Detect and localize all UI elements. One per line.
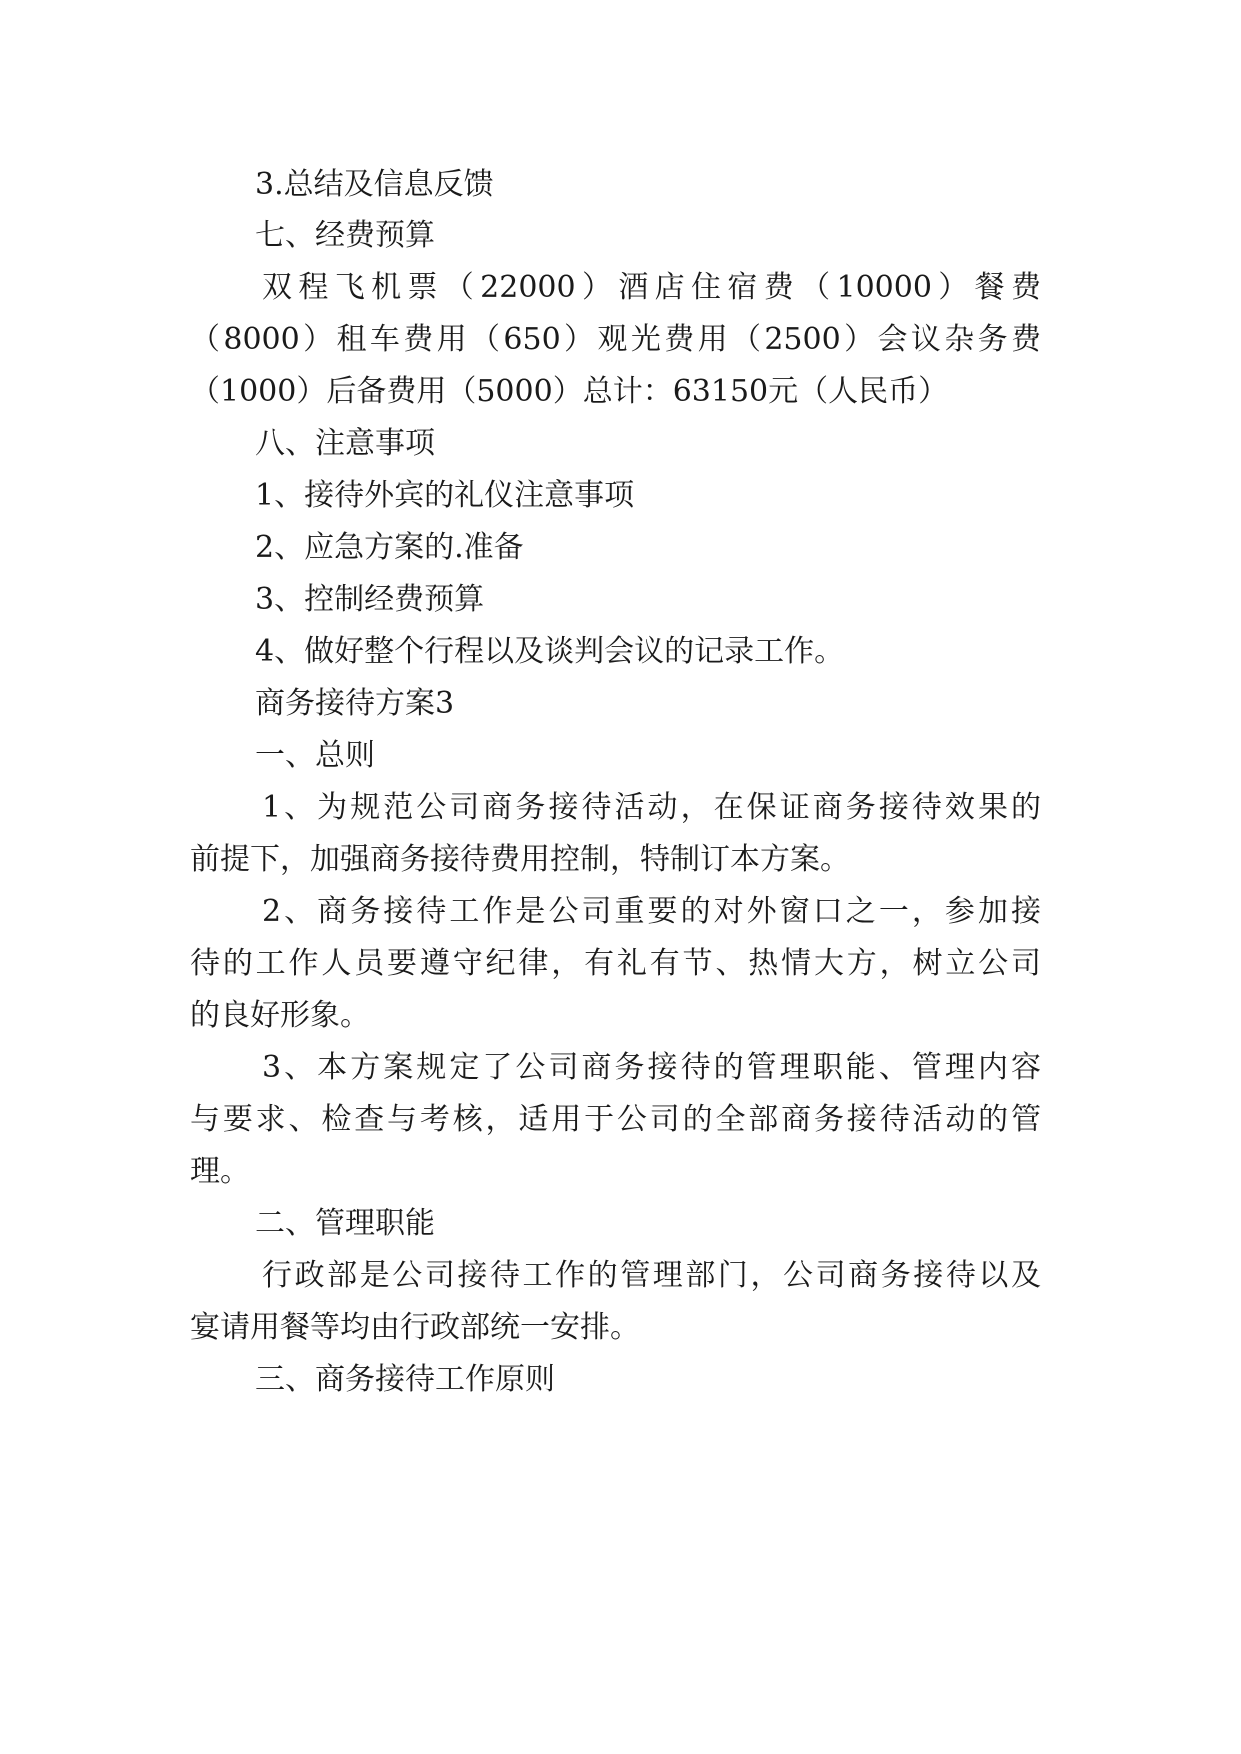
heading-notes: 八、注意事项 [255,426,435,461]
management-para-line-1: 行政部是公司接待工作的管理部门，公司商务接待以及 [262,1258,1041,1293]
budget-line-2: （8000）租车费用（650）观光费用（2500）会议杂务费 [190,322,1041,357]
general-para-3-line-2: 与要求、检查与考核，适用于公司的全部商务接待活动的管 [190,1102,1041,1137]
general-para-2-line-3: 的良好形象。 [190,998,370,1033]
budget-line-1: 双程飞机票（22000）酒店住宿费（10000）餐费 [262,270,1041,305]
note-item-4: 4、做好整个行程以及谈判会议的记录工作。 [255,634,845,669]
general-para-2-line-1: 2、商务接待工作是公司重要的对外窗口之一，参加接 [262,894,1041,929]
heading-budget: 七、经费预算 [255,218,435,253]
general-para-1-line-1: 1、为规范公司商务接待活动，在保证商务接待效果的 [262,790,1041,825]
heading-management: 二、管理职能 [255,1206,435,1241]
section-title-plan-3: 商务接待方案3 [255,686,455,721]
general-para-3-line-3: 理。 [190,1154,250,1189]
general-para-1-line-2: 前提下，加强商务接待费用控制，特制订本方案。 [190,842,850,877]
management-para-line-2: 宴请用餐等均由行政部统一安排。 [190,1310,640,1345]
budget-line-3: （1000）后备费用（5000）总计：63150元（人民币） [190,374,949,409]
note-item-3: 3、控制经费预算 [255,582,485,617]
text-line-summary-feedback: 3.总结及信息反馈 [255,167,494,202]
note-item-1: 1、接待外宾的礼仪注意事项 [255,478,635,513]
note-item-2: 2、应急方案的.准备 [255,530,524,565]
heading-general: 一、总则 [255,738,375,773]
general-para-3-line-1: 3、本方案规定了公司商务接待的管理职能、管理内容 [262,1050,1041,1085]
general-para-2-line-2: 待的工作人员要遵守纪律，有礼有节、热情大方，树立公司 [190,946,1041,981]
heading-principles: 三、商务接待工作原则 [255,1362,555,1397]
